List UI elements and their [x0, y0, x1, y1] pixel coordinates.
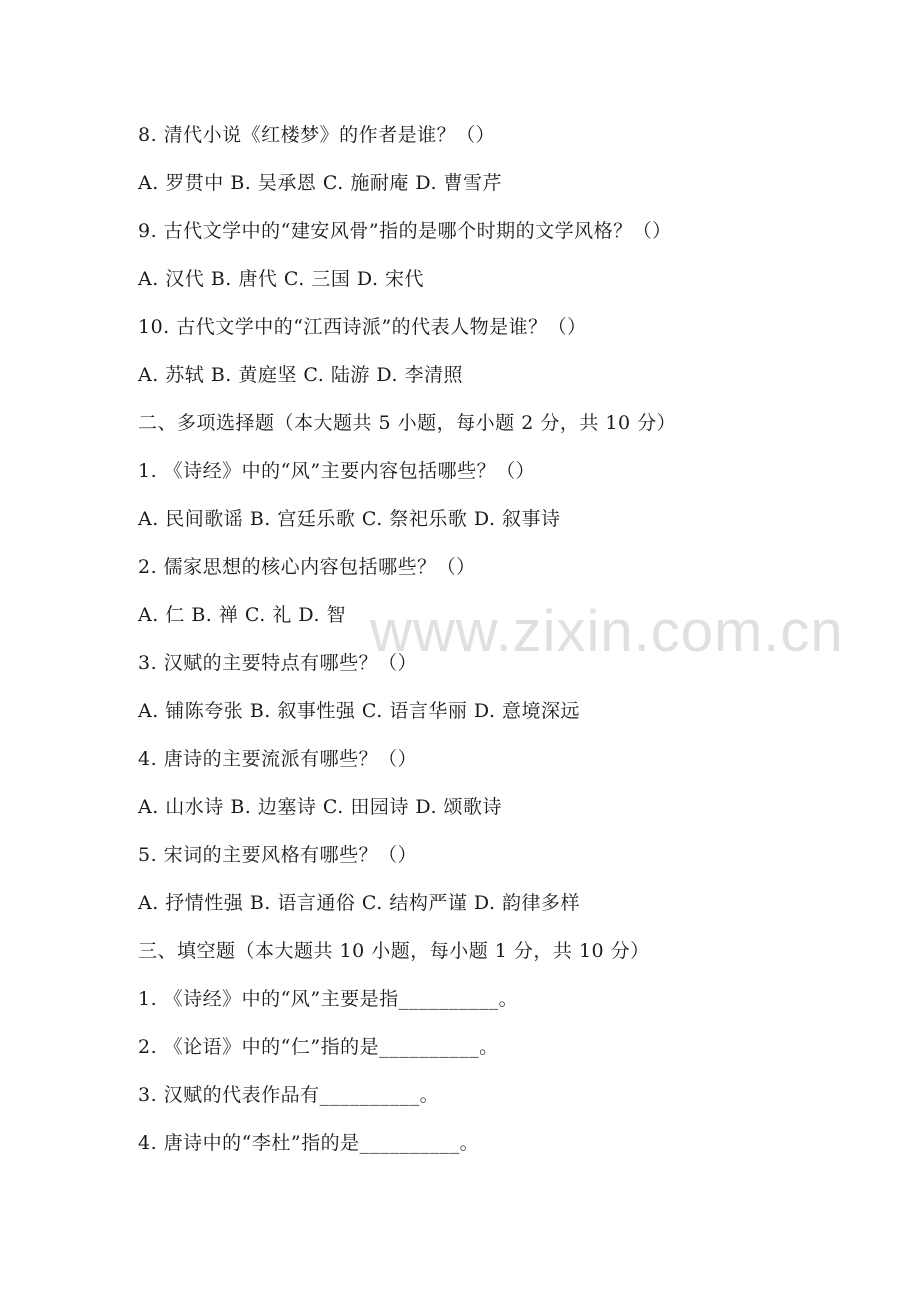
- multi-question-2: 2. 儒家思想的核心内容包括哪些？（）: [138, 556, 476, 578]
- watermark: www.zixin.com.cn: [370, 599, 844, 664]
- question-9-options: A. 汉代 B. 唐代 C. 三国 D. 宋代: [138, 268, 425, 290]
- multi-question-5: 5. 宋词的主要风格有哪些？（）: [138, 844, 418, 866]
- question-10-options: A. 苏轼 B. 黄庭坚 C. 陆游 D. 李清照: [138, 364, 464, 386]
- multi-question-1-options: A. 民间歌谣 B. 宫廷乐歌 C. 祭祀乐歌 D. 叙事诗: [138, 508, 561, 530]
- multi-question-4: 4. 唐诗的主要流派有哪些？（）: [138, 748, 418, 770]
- question-9: 9. 古代文学中的“建安风骨”指的是哪个时期的文学风格？（）: [138, 220, 672, 242]
- multi-question-5-options: A. 抒情性强 B. 语言通俗 C. 结构严谨 D. 韵律多样: [138, 892, 581, 914]
- section-3-heading: 三、填空题（本大题共 10 小题，每小题 1 分，共 10 分）: [138, 940, 650, 962]
- question-10: 10. 古代文学中的“江西诗派”的代表人物是谁？（）: [138, 316, 587, 338]
- fill-question-4: 4. 唐诗中的“李杜”指的是__________。: [138, 1132, 480, 1154]
- multi-question-4-options: A. 山水诗 B. 边塞诗 C. 田园诗 D. 颂歌诗: [138, 796, 503, 818]
- fill-question-2: 2. 《论语》中的“仁”指的是__________。: [138, 1036, 499, 1058]
- multi-question-1: 1. 《诗经》中的“风”主要内容包括哪些？（）: [138, 460, 536, 482]
- question-8: 8. 清代小说《红楼梦》的作者是谁？（）: [138, 124, 496, 146]
- multi-question-3: 3. 汉赋的主要特点有哪些？（）: [138, 652, 418, 674]
- fill-question-3: 3. 汉赋的代表作品有__________。: [138, 1084, 440, 1106]
- multi-question-3-options: A. 铺陈夸张 B. 叙事性强 C. 语言华丽 D. 意境深远: [138, 700, 581, 722]
- section-2-heading: 二、多项选择题（本大题共 5 小题，每小题 2 分，共 10 分）: [138, 412, 677, 434]
- fill-question-1: 1. 《诗经》中的“风”主要是指__________。: [138, 988, 519, 1010]
- multi-question-2-options: A. 仁 B. 禅 C. 礼 D. 智: [138, 604, 347, 626]
- question-8-options: A. 罗贯中 B. 吴承恩 C. 施耐庵 D. 曹雪芹: [138, 172, 503, 194]
